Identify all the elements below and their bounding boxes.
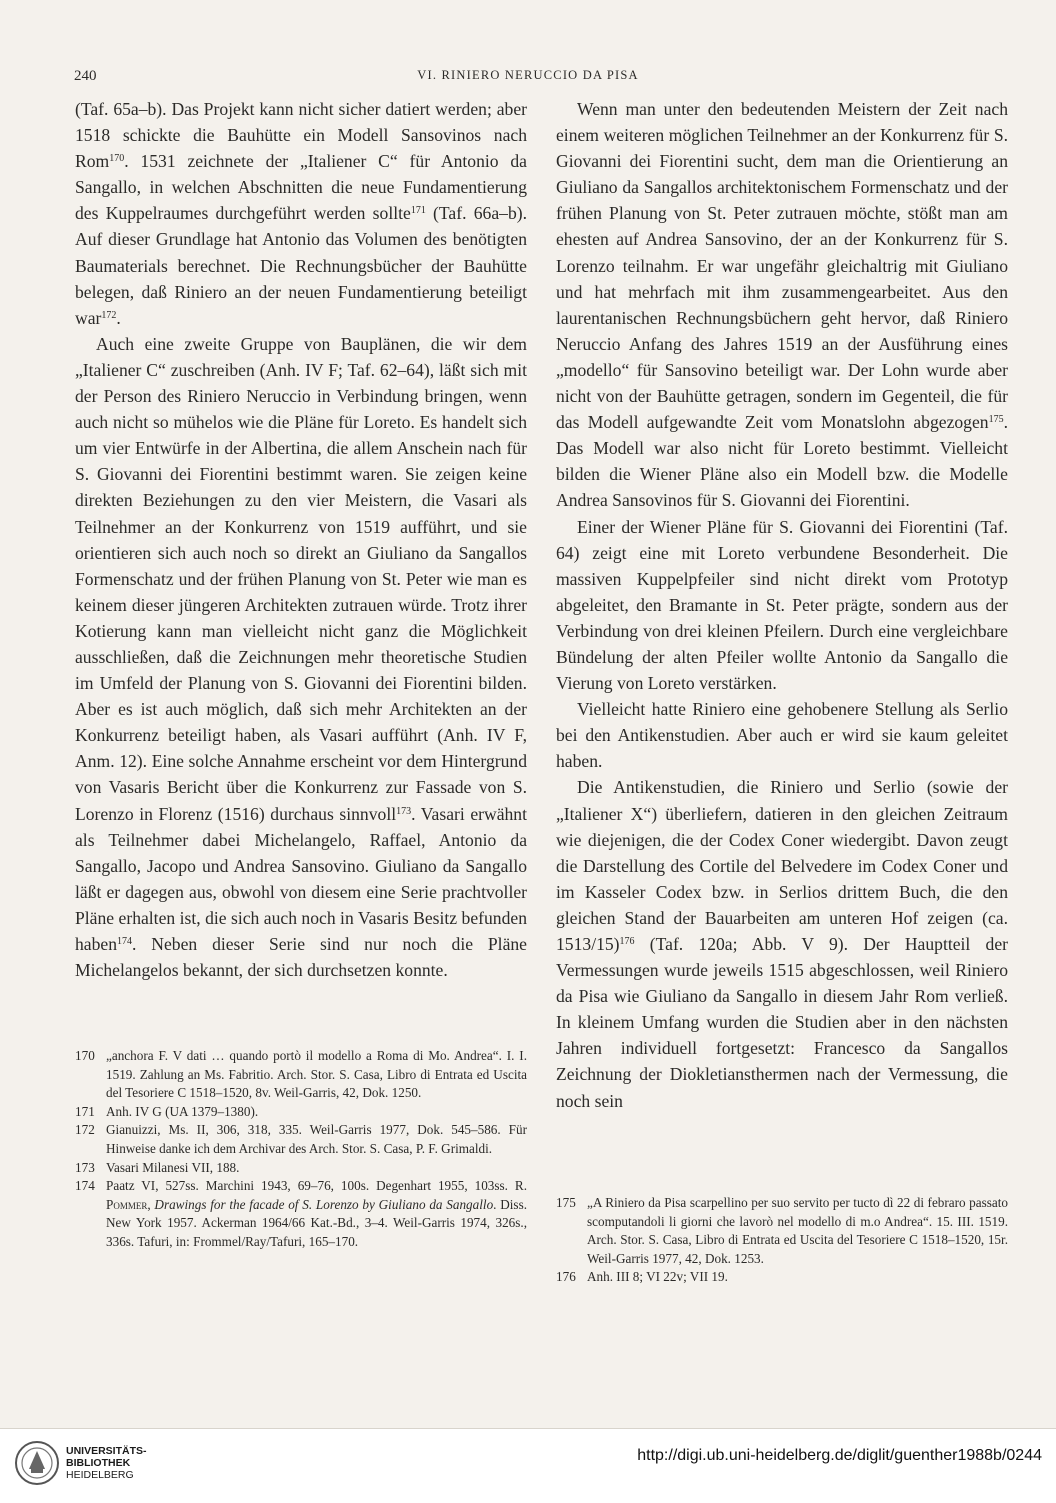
library-name: UNIVERSITÄTS- BIBLIOTHEK HEIDELBERG	[66, 1445, 147, 1481]
footnote-ref[interactable]: 170	[109, 153, 125, 165]
footnote-ref[interactable]: 172	[101, 309, 117, 321]
footnote-172: 172 Gianuizzi, Ms. II, 306, 318, 335. Weil-Garris 1977, Dok. 545–586. Für Hinweise danke ich dem Archivar des Arch. Stor. S. Casa, P. F. Grimaldi.	[75, 1122, 527, 1156]
footnote-171: 171 Anh. IV G (UA 1379–1380).	[75, 1103, 259, 1119]
footnote-174: 174 Paatz VI, 527ss. Marchini 1943, 69–76, 100s. Degenhart 1955, 103ss. R. Pommer, Drawings for the facade of S. Lorenzo by Giuliano da Sangallo. Diss. New York 1957. Ackerman 1964/66 Kat.-Bd., 3–4. Weil-Garris 1974, 326s., 336s. Tafuri, in: Frommel/Ray/Tafuri, 165–170.	[75, 1178, 527, 1249]
footnote-175: 175 „A Riniero da Pisa scarpellino per suo servito per tucto dì 22 di febraro passato scomputandoli li giorni che lavorò nel modello di m.o Andrea“. 15. III. 1519. Arch. Stor. S. Casa, Libro di Entrata ed Uscita del Tesoriere C 1518–1520, 15r. Weil-Garris 1977, 42, Dok. 1253.	[556, 1195, 1008, 1266]
footnote-ref[interactable]: 175	[988, 414, 1004, 426]
footnote-170: 170 „anchora F. V dati … quando portò il modello a Roma di Mo. Andrea“. I. I. 1519. Zahlung an Ms. Fabritio. Arch. Stor. S. Casa, Libro di Entrata ed Uscita del Tesoriere C 1518–1520, 8v. Weil-Garris, 42, Dok. 1250.	[75, 1048, 527, 1101]
paragraph: Die Antikenstudien, die Riniero und Serlio (sowie der „Italiener X“) überliefern, datieren in den gleichen Zeitraum wie diejenigen, die der Codex Coner wiedergibt. Davon zeugt die Darstellung des Cortile del Belvedere im Codex Coner und im Kasseler Codex bzw. in Serlios drittem Buch, die den gleichen Stand der Bauarbeiten am unteren Hof zeigen (ca. 1513/15)$^{176}$ (Taf. 120a; Abb. V 9). Der Hauptteil der Vermessungen wurde jeweils 1515 abgeschlossen, weil Riniero da Pisa wie Giuliano da Sangallo in diesem Jahr Rom verließ. In kleinem Umfang wurden die Studien aber in den nächsten Jahren individuell fortgesetzt: Francesco da Sangallos Zeichnung der Diokletiansthermen nach der Vermessung, die noch sein	[556, 777, 1008, 1111]
university-seal-icon	[14, 1439, 60, 1487]
source-url-link[interactable]: http://digi.ub.uni-heidelberg.de/diglit/guenther1988b/0244	[637, 1447, 1042, 1464]
footnotes-right	[556, 1194, 1008, 1287]
paragraph: (Taf. 65a–b). Das Projekt kann nicht sicher datiert werden; aber 1518 schickte die Bauhütte ein Modell Sansovinos nach Rom$^{170}$. 1531 zeichnete der „Italiener C“ für Antonio da Sangallo, in welchen Abschnitten die neue Fundamentierung des Kuppelraumes durchgeführt werden sollte$^{171}$ (Taf. 66a–b). Auf dieser Grundlage hat Antonio das Volumen des benötigten Baumaterials berechnet. Die Rechnungsbücher der Bauhütte belegen, daß Riniero an der neuen Fundamentierung beteiligt war$^{172}$.	[75, 99, 528, 328]
footnotes-left	[75, 1047, 527, 1252]
paragraph: Einer der Wiener Pläne für S. Giovanni dei Fiorentini (Taf. 64) zeigt eine mit Loreto verbundene Besonderheit. Die massiven Kuppelpfeiler sind nicht direkt vom Prototyp abgeleitet, den Bramante in St. Peter prägte, sondern aus der Verbindung von drei kleinen Pfeilern. Durch eine vergleichbare Bündelung der alten Pfeiler wollte Antonio da Sangallo die Vierung von Loreto verstärken.	[556, 516, 1008, 694]
footnote-ref[interactable]: 174	[117, 936, 133, 947]
paragraph: Wenn man unter den bedeutenden Meistern der Zeit nach einem weiteren möglichen Teilnehmer an der Konkurrenz für S. Giovanni dei Fiorentini sucht, dem man die Orientierung an Giuliano da Sangallos architektonischem Formenschatz und der frühen Planung von St. Peter zutrauen möchte, stößt man am ehesten auf Andrea Sansovino, der an der Konkurrenz für S. Lorenzo teilnahm. Er war ungefähr gleichaltrig mit Giuliano und hat mehrfach mit ihm zusammengearbeitet. Aus den laurentanischen Rechnungsbüchern geht hervor, daß Riniero Neruccio Anfang des Jahres 1519 an der Ausführung eines „modello“ für Sansovino beteiligt war. Der Lohn wurde aber nicht von der Bauhütte getragen, sondern im Gegenteil, die für das Modell aufgewandte Zeit vom Monatslohn abgezogen$^{175}$. Das Modell war also nicht für Loreto bestimmt. Vielleicht bilden die Wiener Pläne also ein Modell bzw. die Modelle Andrea Sansovinos für S. Giovanni dei Fiorentini.	[556, 99, 1008, 511]
footnote-173: 173 Vasari Milanesi VII, 188.	[75, 1159, 240, 1175]
right-column	[556, 96, 1008, 1114]
footer-bar	[0, 1428, 1056, 1503]
footnote-176: 176 Anh. III 8; VI 22v; VII 19.	[556, 1269, 728, 1285]
paragraph: Vielleicht hatte Riniero eine gehobenere Stellung als Serlio bei den Antikenstudien. Aber auch er wird sie kaum geleitet haben.	[556, 699, 1008, 772]
running-head: VI. RINIERO NERUCCIO DA PISA	[417, 68, 639, 82]
footnote-ref[interactable]: 173	[396, 805, 412, 817]
left-column	[75, 96, 527, 983]
page-number: 240	[74, 68, 97, 84]
footnote-ref[interactable]: 171	[410, 205, 426, 217]
footnote-ref[interactable]: 176	[619, 936, 635, 947]
paragraph: Auch eine zweite Gruppe von Bauplänen, die wir dem „Italiener C“ zuschreiben (Anh. IV F; Taf. 62–64), läßt sich mit der Person des Riniero Neruccio in Verbindung bringen, wenn auch nicht so mühelos wie die Pläne für Loreto. Es handelt sich um vier Entwürfe in der Albertina, die allem Anschein nach für S. Giovanni dei Fiorentini bestimmt waren. Sie zeigen keine direkten Beziehungen zu den vier Meistern, die Vasari als Teilnehmer an der Konkurrenz von 1519 aufführt, und sie orientieren sich auch noch so direkt an Giuliano da Sangallos Formenschatz und der frühen Planung von St. Peter wie man es keinem dieser jüngeren Architekten zutrauen würde. Trotz ihrer Kotierung kann man vielleicht nicht ganz die Möglichkeit ausschließen, daß die Zeichnungen mehr theoretische Studien im Umfeld der Planung von S. Giovanni dei Fiorentini bilden. Aber es ist auch möglich, daß sich mehr Architekten an der Konkurrenz beteiligt haben, als Vasari aufführt (Anh. IV F, Anm. 12). Eine solche Annahme erscheint vor dem Hintergrund von Vasaris Bericht über die Konkurrenz zur Fassade von S. Lorenzo in Florenz (1516) durchaus sinnvoll$^{173}$. Vasari erwähnt als Teilnehmer dabei Michelangelo, Raffael, Antonio da Sangallo, Jacopo und Andrea Sansovino. Giuliano da Sangallo läßt er dagegen aus, obwohl von diesem eine Serie prachtvoller Pläne erhalten ist, die sich auch noch in Vasaris Besitz befunden haben$^{174}$. Neben dieser Serie sind nur noch die Pläne Michelangelos bekannt, der sich durchsetzen konnte.	[75, 333, 527, 981]
